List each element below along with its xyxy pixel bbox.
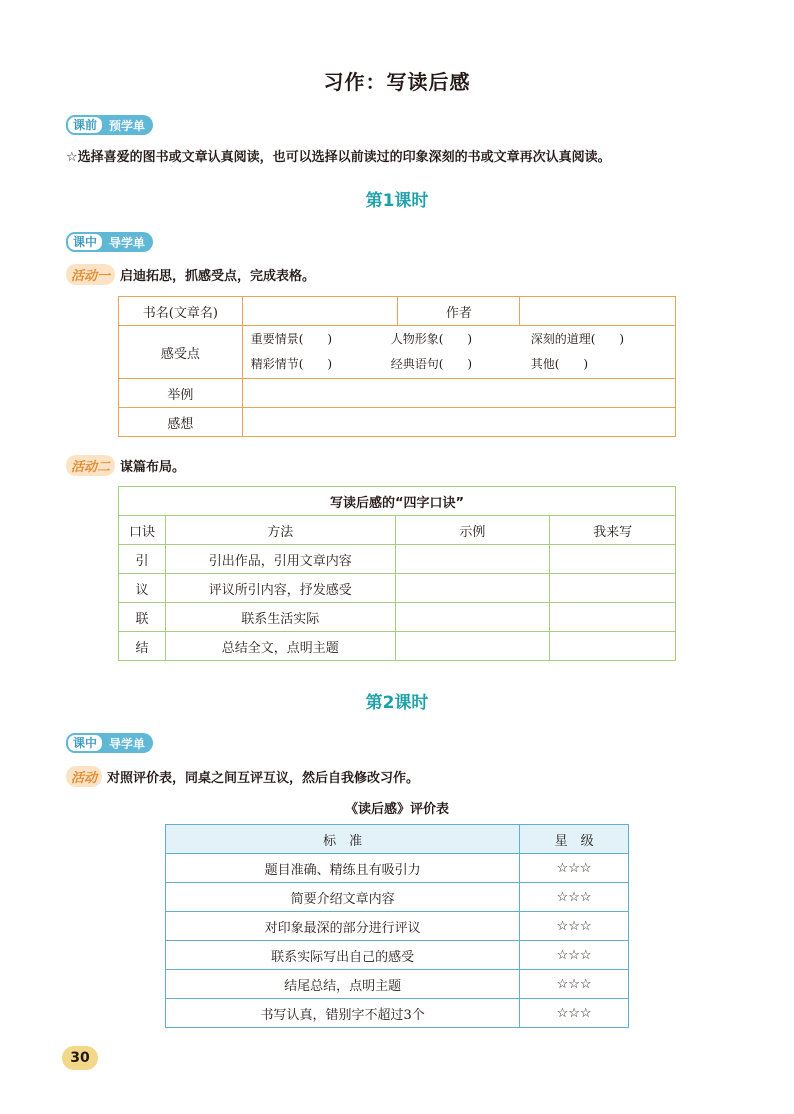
- activity1-text: 启迪拓思，抓感受点，完成表格。: [120, 269, 316, 284]
- page-title: 习作：写读后感: [323, 70, 471, 94]
- tag-pill: 课前: [66, 115, 104, 135]
- example-cell[interactable]: [395, 632, 550, 661]
- criterion-cell: 联系实际写出自己的感受: [166, 941, 520, 970]
- criterion-cell: 简要介绍文章内容: [166, 883, 520, 912]
- table-row: [119, 632, 676, 661]
- thought-label: 感想: [119, 408, 243, 437]
- pre-instruction: ☆选择喜爱的图书或文章认真阅读，也可以选择以前读过的印象深刻的书或文章再次认真阅读。: [66, 150, 611, 165]
- example-cell[interactable]: [395, 603, 550, 632]
- header-cell: 我来写: [550, 516, 676, 545]
- option[interactable]: 经典语句( ): [390, 357, 473, 371]
- criterion-cell: 对印象最深的部分进行评议: [166, 912, 520, 941]
- lesson2-tag: [66, 733, 153, 753]
- tag-text: 导学单: [109, 235, 146, 250]
- activity1-label: 活动一: [66, 264, 115, 285]
- method-cell: 总结全文，点明主题: [165, 632, 395, 661]
- activity2-line: [66, 455, 185, 476]
- tag-text: 预学单: [109, 118, 146, 133]
- header-cell: 示例: [395, 516, 550, 545]
- lesson1-heading: 第1课时: [365, 191, 429, 211]
- activity1-line: [66, 264, 315, 285]
- example-cell[interactable]: [395, 545, 550, 574]
- header-cell: 星 级: [520, 825, 629, 854]
- option[interactable]: 精彩情节( ): [250, 357, 333, 371]
- stars-cell[interactable]: ☆☆☆: [520, 883, 629, 912]
- activity2-text: 谋篇布局。: [120, 460, 186, 475]
- book-blank[interactable]: [242, 297, 398, 326]
- activity2-label: 活动二: [66, 455, 115, 476]
- method-cell: 评议所引内容，抒发感受: [165, 574, 395, 603]
- stars-cell[interactable]: ☆☆☆: [520, 912, 629, 941]
- activity-line: [66, 766, 419, 787]
- table-row: [166, 970, 629, 999]
- stars-cell[interactable]: ☆☆☆: [520, 970, 629, 999]
- stars-cell[interactable]: ☆☆☆: [520, 941, 629, 970]
- header-cell: 方法: [165, 516, 395, 545]
- table-row: [166, 912, 629, 941]
- table-row: [119, 574, 676, 603]
- evaluation-table: [165, 824, 629, 1028]
- author-blank[interactable]: [520, 297, 676, 326]
- book-label: 书名(文章名): [119, 297, 243, 326]
- feeling-table: [118, 296, 676, 437]
- feel-options: [242, 326, 675, 379]
- lesson2-heading: 第2课时: [365, 693, 429, 713]
- tag-text: 导学单: [109, 736, 146, 751]
- method-cell: 引出作品，引用文章内容: [165, 545, 395, 574]
- tag-pill: 课中: [66, 733, 104, 753]
- criterion-cell: 书写认真，错别字不超过3个: [166, 999, 520, 1028]
- key-cell: 结: [119, 632, 166, 661]
- table-row: [166, 883, 629, 912]
- option[interactable]: 人物形象( ): [390, 332, 473, 346]
- activity-text: 对照评价表，同桌之间互评互议，然后自我修改习作。: [107, 771, 420, 786]
- activity-label: 活动: [66, 766, 102, 787]
- option[interactable]: 重要情景( ): [250, 332, 333, 346]
- thought-blank[interactable]: [242, 408, 675, 437]
- page-number: 30: [62, 1046, 98, 1070]
- table-row: [119, 545, 676, 574]
- table-row: [166, 854, 629, 883]
- stars-cell[interactable]: ☆☆☆: [520, 854, 629, 883]
- example-cell[interactable]: [395, 574, 550, 603]
- table-row: [166, 999, 629, 1028]
- header-cell: 标 准: [166, 825, 520, 854]
- header-cell: 口诀: [119, 516, 166, 545]
- write-cell[interactable]: [550, 545, 676, 574]
- table-row: [119, 603, 676, 632]
- stars-cell[interactable]: ☆☆☆: [520, 999, 629, 1028]
- criterion-cell: 结尾总结，点明主题: [166, 970, 520, 999]
- option[interactable]: 深刻的道理( ): [530, 332, 625, 346]
- example-label: 举例: [119, 379, 243, 408]
- tag-pill: 课中: [66, 232, 104, 252]
- four-word-table: [118, 486, 676, 661]
- write-cell[interactable]: [550, 603, 676, 632]
- example-blank[interactable]: [242, 379, 675, 408]
- table-row: [166, 941, 629, 970]
- method-cell: 联系生活实际: [165, 603, 395, 632]
- table3-caption: 《读后感》评价表: [344, 802, 449, 817]
- write-cell[interactable]: [550, 574, 676, 603]
- key-cell: 联: [119, 603, 166, 632]
- write-cell[interactable]: [550, 632, 676, 661]
- feel-label: 感受点: [119, 326, 243, 379]
- pre-study-tag: [66, 115, 153, 135]
- lesson1-tag: [66, 232, 153, 252]
- criterion-cell: 题目准确、精练且有吸引力: [166, 854, 520, 883]
- key-cell: 议: [119, 574, 166, 603]
- author-label: 作者: [398, 297, 520, 326]
- key-cell: 引: [119, 545, 166, 574]
- option[interactable]: 其他( ): [530, 357, 589, 371]
- table2-caption: 写读后感的“四字口诀”: [119, 487, 676, 516]
